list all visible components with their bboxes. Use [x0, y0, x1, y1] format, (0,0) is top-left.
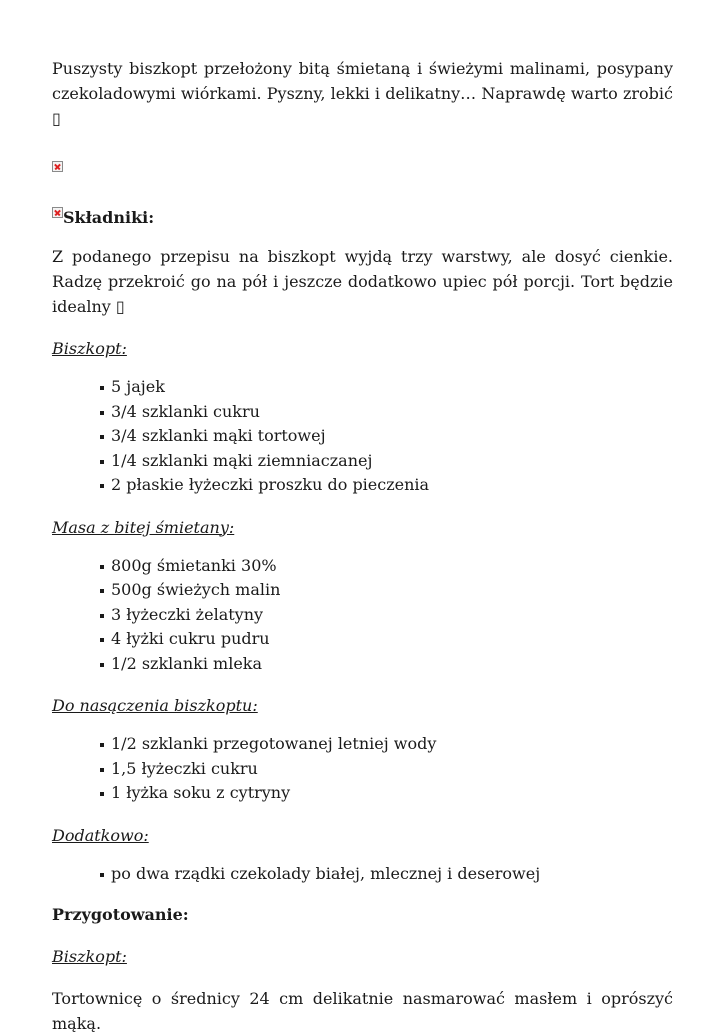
section-title: Do nasączenia biszkoptu: — [52, 696, 258, 715]
list-item: 1/4 szklanki mąki ziemniaczanej — [100, 449, 673, 474]
ingredients-note — [52, 244, 673, 319]
ingredients-note-text: Z podanego przepisu na biszkopt wyjdą trzy warstwy, ale dosyć cienkie. Radzę przekroić go na pół i jeszcze dodatkowo upiec pół porcji. Tort będzie idealny — [52, 247, 673, 316]
broken-image-1 — [52, 161, 673, 177]
emoji-placeholder: ▯ — [115, 297, 125, 316]
intro-text: Puszysty biszkopt przełożony bitą śmietaną i świeżymi malinami, posypany czekoladowymi wiórkami. Pyszny, lekki i delikatny… Naprawdę warto zrobić — [52, 59, 673, 103]
list-item: 500g świeżych malin — [100, 578, 673, 603]
emoji-placeholder: ▯ — [52, 109, 61, 128]
broken-image-icon — [52, 161, 63, 172]
broken-image-icon — [52, 207, 63, 218]
ingredients-heading: Składniki: — [63, 208, 155, 227]
ingredient-list — [52, 554, 673, 677]
list-item: 800g śmietanki 30% — [100, 554, 673, 579]
preparation-heading: Przygotowanie: — [52, 905, 189, 924]
list-item: po dwa rządki czekolady białej, mlecznej i deserowej — [100, 862, 673, 887]
list-item: 1/2 szklanki mleka — [100, 652, 673, 677]
section-biszkopt — [52, 336, 673, 498]
list-item: 4 łyżki cukru pudru — [100, 627, 673, 652]
ingredient-list — [52, 732, 673, 806]
list-item: 3 łyżeczki żelatyny — [100, 603, 673, 628]
list-item: 1,5 łyżeczki cukru — [100, 757, 673, 782]
list-item: 1/2 szklanki przegotowanej letniej wody — [100, 732, 673, 757]
list-item: 3/4 szklanki cukru — [100, 400, 673, 425]
preparation-text: Tortownicę o średnicy 24 cm delikatnie nasmarować masłem i oprószyć mąką. — [52, 989, 673, 1033]
ingredient-list — [52, 862, 673, 887]
ingredient-list — [52, 375, 673, 498]
section-title: Dodatkowo: — [52, 825, 149, 845]
recipe-document — [52, 56, 673, 1036]
list-item: 1 łyżka soku z cytryny — [100, 781, 673, 806]
ingredients-heading-row — [52, 205, 673, 230]
intro-paragraph — [52, 56, 673, 131]
list-item: 3/4 szklanki mąki tortowej — [100, 424, 673, 449]
section-title: Masa z bitej śmietany: — [52, 517, 235, 537]
section-title: Biszkopt: — [52, 339, 127, 358]
section-dodatkowo — [52, 823, 673, 887]
section-masa — [52, 515, 673, 677]
list-item: 5 jajek — [100, 375, 673, 400]
preparation-subtitle: Biszkopt: — [52, 947, 127, 966]
section-nasaczenie — [52, 693, 673, 806]
list-item: 2 płaskie łyżeczki proszku do pieczenia — [100, 473, 673, 498]
